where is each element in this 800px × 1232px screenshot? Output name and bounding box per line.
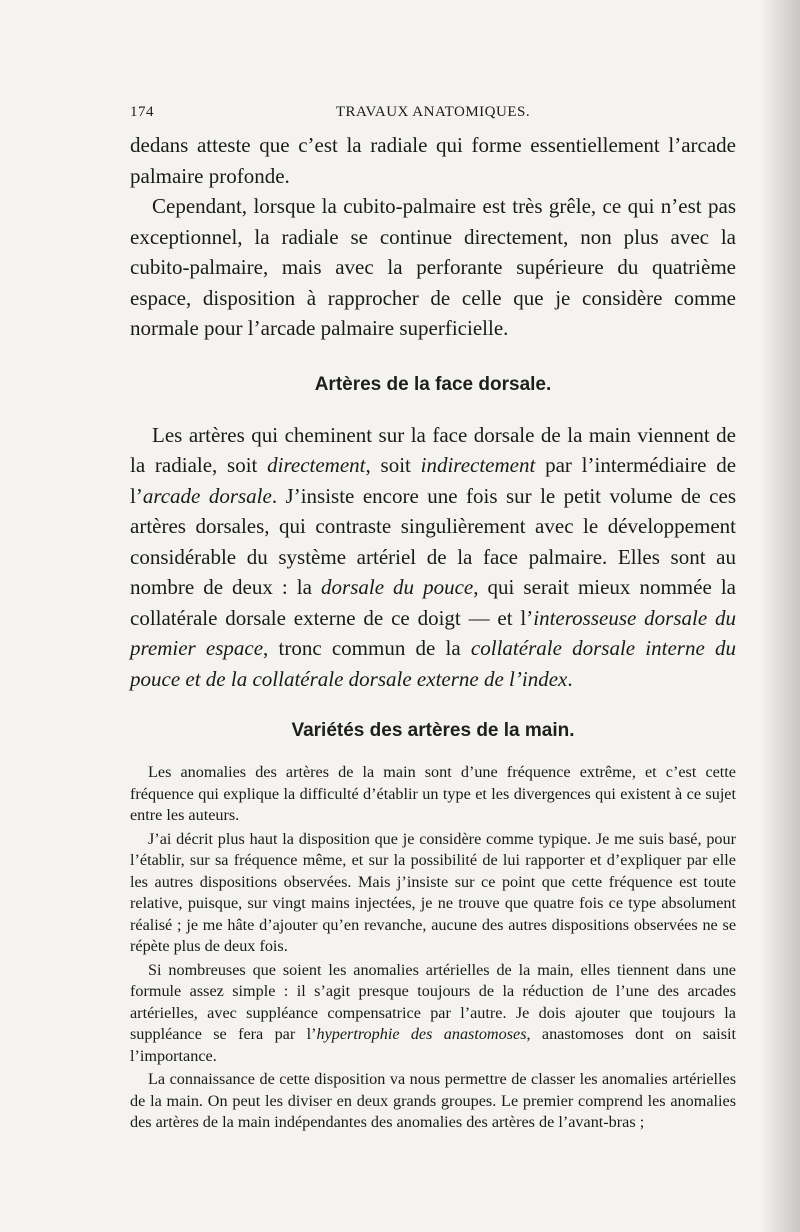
section-1 [130,130,736,344]
text-run: par l’intermédiaire de l’ [130,453,737,508]
page-number: 174 [130,104,154,120]
text-run: , tronc commun de la [263,636,471,660]
text-run: . [567,666,573,691]
text-run: . J’insiste encore une fois sur le petit volume de ces artères dorsales, qui contraste singulièrement avec le développement considérable du système artériel de la face palmaire. Elles sont au nombre de deux : la [130,483,736,599]
paragraph: La connaissance de cette disposition va nous permettre de classer les anomalies artérielles de la main. On peut les diviser en deux grands groupes. Le premier comprend les anomalies des artères de la main indépendantes des anomalies des artères de l’avant-bras ; [130,1070,736,1131]
paragraph: J’ai décrit plus haut la disposition que je considère comme typique. Je me suis basé, pour l’établir, sur sa fréquence même, et sur la possibilité de lui rapporter et d’expliquer par elle les autres dispositions observées. Mais j’insiste sur ce point que cette fréquence est toute relative, puisque, sur vingt mains injectées, je ne trouve que quatre fois ce type absolument réalisé ; je me hâte d’ajouter qu’en revanche, aucune des autres dispositions observées ne se répète plus de deux fois. [130,829,736,955]
text-run: Si nombreuses que soient les anomalies artérielles de la main, elles tiennent dans une formule assez simple : il s’agit presque toujours de la réduction de l’une des arcades artérielles, avec suppléance compensatrice par l’autre. Je dois ajouter que toujours la suppléance se fera par l’ [130,960,736,1043]
paragraph-dorsal-arteries [130,420,736,695]
italic-run: indirectement [420,453,536,477]
text-run: , soit [365,453,421,477]
italic-run: directement [267,453,366,477]
paragraph: Les anomalies des artères de la main sont d’une fréquence extrême, et c’est cette fréquence qui explique la difficulté d’établir un type et les divergences qui existent à ce sujet entre les auteurs. [130,763,736,824]
section-heading-varieties: Variétés des artères de la main. [291,720,575,741]
text-run: Les artères qui cheminent sur la face dorsale de la main viennent de la radiale, soit [130,422,736,477]
page-content [130,100,736,1136]
italic-run: collatérale dorsale interne du pouce et de la collatérale dorsale externe de l’index [130,636,736,691]
italic-run: interosseuse dorsale du premier espace [130,605,737,660]
paragraph-continued: dedans atteste que c’est la radiale qui forme essentiellement l’arcade palmaire profonde. [130,133,736,188]
italic-run: arcade dorsale [142,483,272,508]
running-title: TRAVAUX ANATOMIQUES. [335,104,531,120]
running-head [130,100,736,130]
section-heading-dorsal-arteries: Artères de la face dorsale. [314,373,552,395]
paragraph [130,960,736,1068]
section-3 [130,762,736,1134]
paragraph: Cependant, lorsque la cubito-palmaire est très grêle, ce qui n’est pas exceptionnel, la radiale se continue directement, non plus avec la cubito-palmaire, mais avec la perforante supérieure du quatrième espace, disposition à rapprocher de celle que je considère comme normale pour l’arcade palmaire superficielle. [130,194,736,340]
section-2 [130,420,736,695]
text-run: , anastomoses dont on saisit l’importance. [130,1025,736,1065]
text-run: , qui serait mieux nommée la collatérale dorsale externe de ce doigt — et l’ [130,575,736,630]
italic-run: hypertrophie des anastomoses [316,1025,527,1043]
italic-run: dorsale du pouce [321,575,474,599]
